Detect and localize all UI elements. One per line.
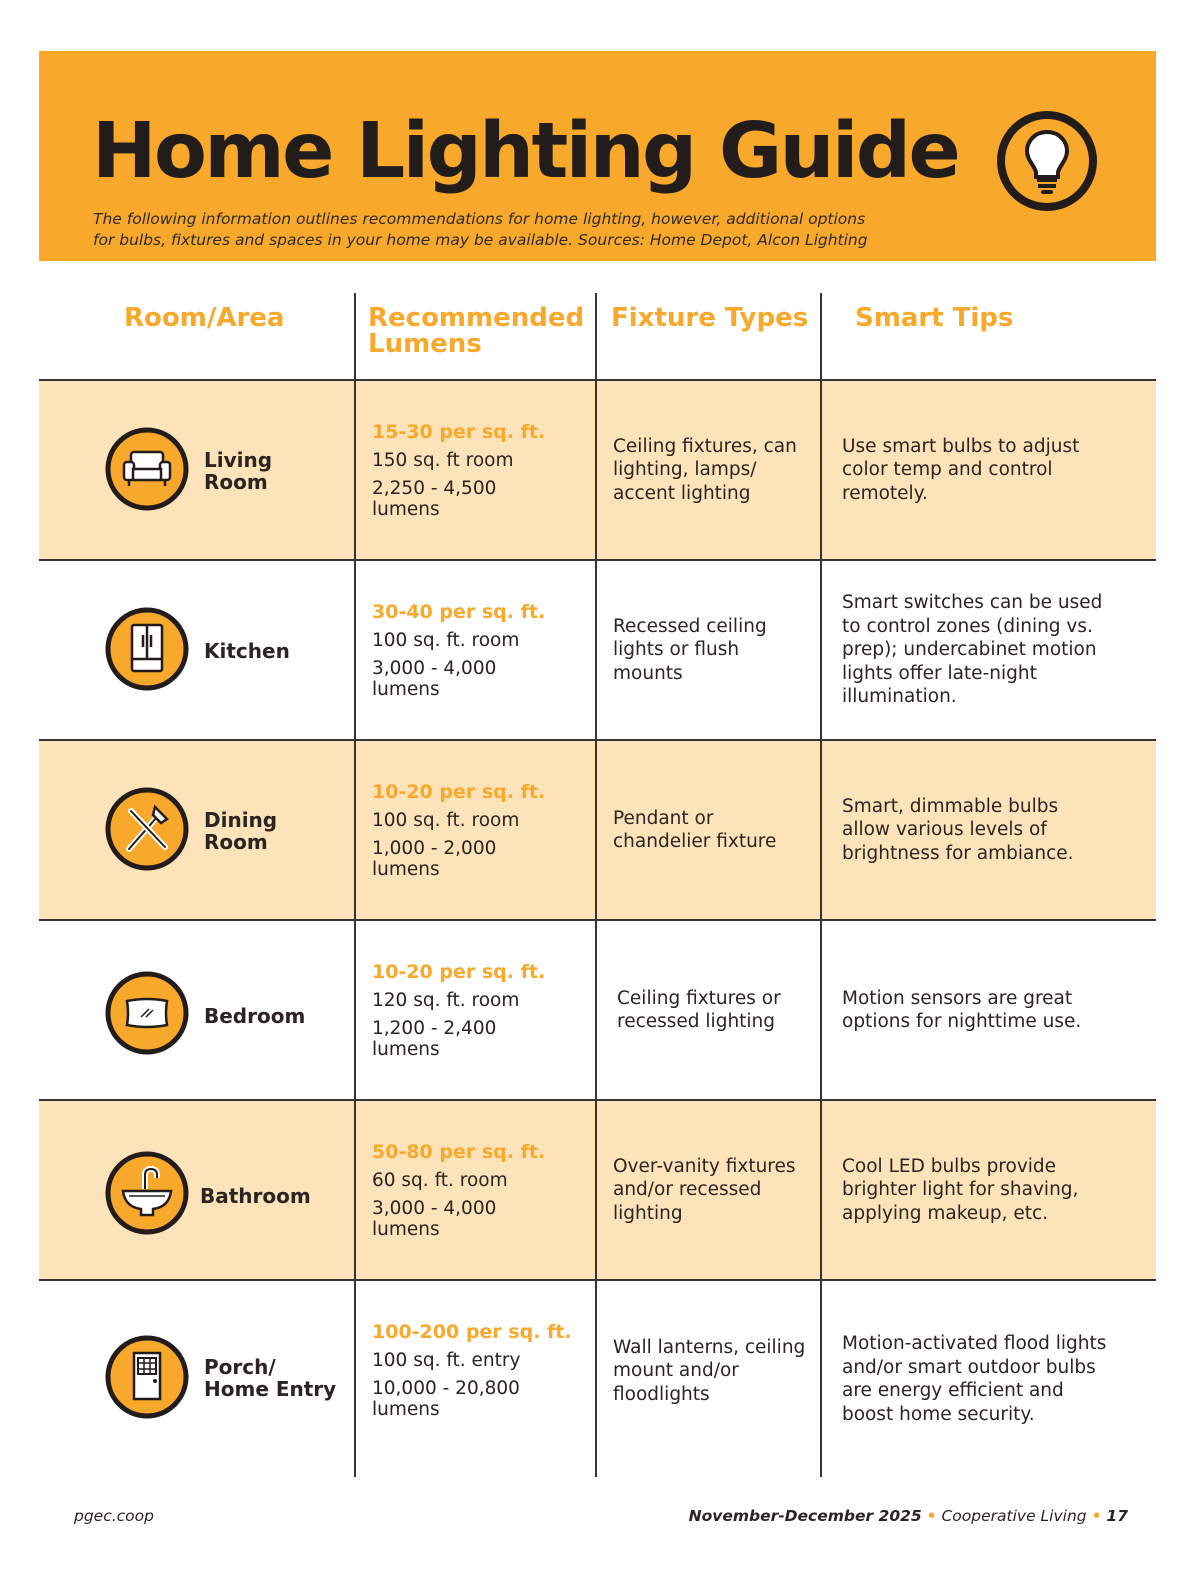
page-title: Home Lighting Guide — [92, 107, 959, 196]
smart-tips-cell: Cool LED bulbs provide brighter light for shaving, applying makeup, etc. — [842, 1155, 1079, 1224]
lightbulb-icon — [996, 110, 1098, 212]
footer-issue-info — [689, 1507, 1128, 1525]
lighting-table — [39, 293, 1156, 1477]
table-row — [39, 1281, 1156, 1477]
lumens-cell — [372, 921, 596, 1099]
pillow-icon — [105, 971, 189, 1055]
column-divider — [354, 921, 356, 1101]
fixture-types-cell: Recessed ceiling lights or flush mounts — [613, 615, 767, 684]
column-divider — [595, 381, 597, 561]
column-divider — [595, 293, 597, 381]
lumens-cell — [372, 741, 596, 919]
footer-issue: November-December 2025 — [688, 1507, 922, 1525]
room-size: 60 sq. ft. room — [372, 1170, 508, 1191]
table-row — [39, 741, 1156, 921]
lumens-rate: 100-200 per sq. ft. — [372, 1321, 572, 1343]
column-divider — [354, 293, 356, 381]
column-divider — [354, 381, 356, 561]
fixture-types-cell: Over-vanity fixtures and/or recessed lighting — [613, 1155, 796, 1224]
lumens-rate: 10-20 per sq. ft. — [372, 781, 546, 803]
column-divider — [595, 921, 597, 1101]
room-size: 120 sq. ft. room — [372, 990, 520, 1011]
table-row — [39, 561, 1156, 741]
column-divider — [820, 921, 822, 1101]
column-divider — [820, 561, 822, 741]
room-cell — [39, 921, 355, 1099]
column-divider — [820, 741, 822, 921]
room-size: 100 sq. ft. room — [372, 630, 520, 651]
fixture-types-cell: Wall lanterns, ceiling mount and/or floodlights — [613, 1336, 806, 1405]
column-header-lumens: Recommended Lumens — [368, 303, 585, 359]
table-row — [39, 1101, 1156, 1281]
smart-tips-cell: Motion-activated flood lights and/or smart outdoor bulbs are energy efficient and boost home security. — [842, 1333, 1107, 1425]
column-divider — [820, 1281, 822, 1477]
room-name: Living Room — [204, 448, 273, 494]
room-name: Bedroom — [204, 1004, 306, 1028]
lumens-rate: 15-30 per sq. ft. — [372, 421, 546, 443]
lumens-cell — [372, 1281, 596, 1477]
lumens-total: 3,000 - 4,000 lumens — [372, 1198, 497, 1240]
footer-page-number: 17 — [1106, 1507, 1128, 1525]
lumens-rate: 10-20 per sq. ft. — [372, 961, 546, 983]
footer-publication: Cooperative Living — [941, 1507, 1087, 1525]
table-row — [39, 381, 1156, 561]
sofa-icon — [105, 427, 189, 511]
column-divider — [354, 741, 356, 921]
room-cell — [39, 381, 355, 559]
lumens-total: 3,000 - 4,000 lumens — [372, 658, 497, 700]
refrigerator-icon — [105, 607, 189, 691]
column-header-fixtures: Fixture Types — [611, 303, 809, 333]
lumens-cell — [372, 381, 596, 559]
column-divider — [595, 1101, 597, 1281]
lumens-rate: 30-40 per sq. ft. — [372, 601, 546, 623]
column-divider — [820, 381, 822, 561]
header-subtitle: The following information outlines recommendations for home lighting, however, additional options for bulbs, fixtures and spaces in your home may be available. Sources: Home Depot, Alcon Lighting — [93, 210, 868, 249]
room-cell — [39, 561, 355, 739]
table-header — [39, 293, 1156, 381]
lumens-total: 10,000 - 20,800 lumens — [372, 1378, 520, 1420]
room-size: 100 sq. ft. room — [372, 810, 520, 831]
sink-icon — [105, 1151, 189, 1235]
lumens-total: 1,000 - 2,000 lumens — [372, 838, 497, 880]
room-name: Bathroom — [200, 1184, 311, 1208]
column-divider — [820, 1101, 822, 1281]
column-header-room: Room/Area — [124, 303, 285, 333]
room-cell — [39, 741, 355, 919]
smart-tips-cell: Smart, dimmable bulbs allow various levels of brightness for ambiance. — [842, 795, 1074, 864]
room-size: 100 sq. ft. entry — [372, 1350, 521, 1371]
fixture-types-cell: Ceiling fixtures, can lighting, lamps/ accent lighting — [613, 435, 797, 504]
smart-tips-cell: Smart switches can be used to control zones (dining vs. prep); undercabinet motion lights offer late-night illumination. — [842, 592, 1103, 708]
column-divider — [820, 293, 822, 381]
lumens-rate: 50-80 per sq. ft. — [372, 1141, 546, 1163]
smart-tips-cell: Use smart bulbs to adjust color temp and control remotely. — [842, 435, 1080, 504]
table-row — [39, 921, 1156, 1101]
room-size: 150 sq. ft room — [372, 450, 514, 471]
room-cell — [39, 1281, 355, 1477]
door-icon — [105, 1335, 189, 1419]
column-divider — [354, 1101, 356, 1281]
header-banner — [39, 51, 1156, 261]
lumens-total: 2,250 - 4,500 lumens — [372, 478, 497, 520]
fork-knife-icon — [105, 787, 189, 871]
room-cell — [39, 1101, 355, 1279]
footer-site: pgec.coop — [74, 1507, 154, 1525]
room-name: Kitchen — [204, 639, 290, 663]
room-name: Dining Room — [204, 808, 278, 854]
column-divider — [595, 1281, 597, 1477]
column-divider — [354, 1281, 356, 1477]
room-name: Porch/ Home Entry — [204, 1355, 337, 1401]
fixture-types-cell: Ceiling fixtures or recessed lighting — [617, 987, 781, 1032]
footer-separator: • — [1091, 1507, 1102, 1525]
column-divider — [595, 561, 597, 741]
smart-tips-cell: Motion sensors are great options for nighttime use. — [842, 987, 1082, 1032]
lumens-cell — [372, 1101, 596, 1279]
column-header-tips: Smart Tips — [855, 303, 1014, 333]
column-divider — [354, 561, 356, 741]
lumens-total: 1,200 - 2,400 lumens — [372, 1018, 497, 1060]
fixture-types-cell: Pendant or chandelier fixture — [613, 807, 777, 852]
footer-separator: • — [926, 1507, 937, 1525]
column-divider — [595, 741, 597, 921]
lumens-cell — [372, 561, 596, 739]
